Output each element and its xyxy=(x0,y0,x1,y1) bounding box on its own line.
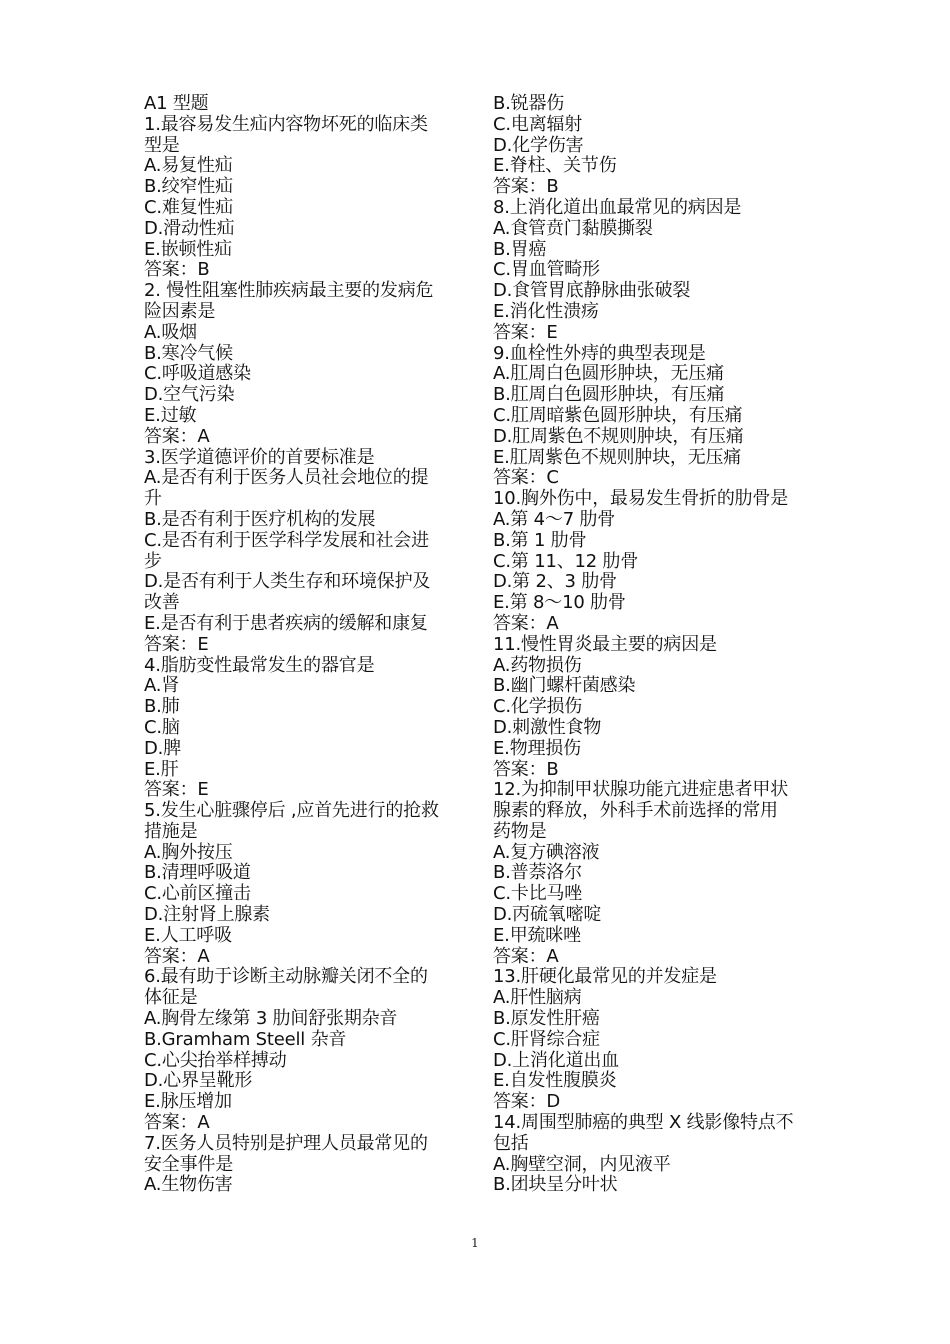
text-line: 9.血栓性外痔的典型表现是 xyxy=(493,342,706,364)
text-line: 答案：E xyxy=(493,321,558,343)
text-line: 答案：A xyxy=(144,945,210,967)
text-line: E.第 8～10 肋骨 xyxy=(493,592,626,614)
text-line: C.是否有利于医学科学发展和社会进 xyxy=(144,529,429,551)
text-line: C.心前区撞击 xyxy=(144,883,251,905)
text-line: E.自发性腹膜炎 xyxy=(493,1070,617,1092)
text-line: B.肺 xyxy=(144,696,180,718)
text-line: 答案：E xyxy=(144,633,209,655)
text-line: D.食管胃底静脉曲张破裂 xyxy=(493,280,691,302)
text-line: D.滑动性疝 xyxy=(144,217,235,239)
text-line: A.是否有利于医务人员社会地位的提 xyxy=(144,467,429,489)
text-line: 2. 慢性阻塞性肺疾病最主要的发病危 xyxy=(144,280,434,302)
text-line: 答案：A xyxy=(144,425,210,447)
text-line: B.锐器伤 xyxy=(493,93,565,114)
text-line: A.胸骨左缘第 3 肋间舒张期杂音 xyxy=(144,1008,398,1030)
text-line: 答案：A xyxy=(493,945,559,967)
text-line: A.生物伤害 xyxy=(144,1174,233,1196)
text-line: C.呼吸道感染 xyxy=(144,363,251,385)
text-line: A.药物损伤 xyxy=(493,654,582,676)
text-line: B.Gramham Steell 杂音 xyxy=(144,1028,347,1050)
text-line: A.易复性疝 xyxy=(144,155,233,177)
text-line: D.丙硫氧嘧啶 xyxy=(493,904,602,926)
text-line: C.电离辐射 xyxy=(493,113,583,135)
text-line: A.肾 xyxy=(144,675,180,697)
text-line: E.人工呼吸 xyxy=(144,924,232,946)
text-line: A.肝性脑病 xyxy=(493,987,582,1009)
text-line: E.甲巯咪唑 xyxy=(493,924,581,946)
text-line: C.化学损伤 xyxy=(493,696,583,718)
text-line: B.原发性肝癌 xyxy=(493,1008,600,1030)
text-line: 7.医务人员特别是护理人员最常见的 xyxy=(144,1132,428,1154)
text-line: B.幽门螺杆菌感染 xyxy=(493,675,636,697)
text-line: A.第 4～7 肋骨 xyxy=(493,508,616,530)
text-line: 腺素的释放，外科手术前选择的常用 xyxy=(493,800,778,822)
text-line: 答案：E xyxy=(144,779,209,801)
text-line: E.物理损伤 xyxy=(493,737,581,759)
text-line: 改善 xyxy=(144,592,180,614)
text-line: A.复方碘溶液 xyxy=(493,841,600,863)
text-line: B.团块呈分叶状 xyxy=(493,1174,618,1196)
text-line: 答案：B xyxy=(493,758,559,780)
page-number: 1 xyxy=(471,1236,479,1250)
text-line: B.胃癌 xyxy=(493,238,547,260)
text-line: D.空气污染 xyxy=(144,384,235,406)
text-line: D.脾 xyxy=(144,737,181,759)
text-line: 升 xyxy=(144,488,162,510)
text-line: 答案：A xyxy=(493,612,559,634)
text-line: D.上消化道出血 xyxy=(493,1049,619,1071)
text-line: A1 型题 xyxy=(144,93,209,114)
text-line: C.胃血管畸形 xyxy=(493,259,600,281)
right-column xyxy=(493,94,815,1196)
text-line: E.脉压增加 xyxy=(144,1091,232,1113)
text-line: 10.胸外伤中，最易发生骨折的肋骨是 xyxy=(493,488,789,510)
text-line: 11.慢性胃炎最主要的病因是 xyxy=(493,633,717,655)
text-line: E.脊柱、关节伤 xyxy=(493,155,617,177)
text-line: B.是否有利于医疗机构的发展 xyxy=(144,508,376,530)
text-line: D.心界呈靴形 xyxy=(144,1070,253,1092)
text-line: 险因素是 xyxy=(144,300,216,322)
text-line: C.第 11、12 肋骨 xyxy=(493,550,639,572)
text-line: B.清理呼吸道 xyxy=(144,862,251,884)
text-line: 8.上消化道出血最常见的病因是 xyxy=(493,196,742,218)
text-line: E.消化性溃疡 xyxy=(493,300,599,322)
text-line: D.注射肾上腺素 xyxy=(144,904,270,926)
text-line: C.难复性疝 xyxy=(144,196,234,218)
text-line: 答案：C xyxy=(493,467,559,489)
text-line: D.化学伤害 xyxy=(493,134,584,156)
text-line: 6.最有助于诊断主动脉瓣关闭不全的 xyxy=(144,966,428,988)
text-line: A.食管贲门黏膜撕裂 xyxy=(493,217,653,239)
text-line: C.心尖抬举样搏动 xyxy=(144,1049,287,1071)
text-line: C.脑 xyxy=(144,716,180,738)
text-line: 答案：D xyxy=(493,1091,561,1113)
text-line: 答案：B xyxy=(144,259,210,281)
left-column xyxy=(144,94,466,1196)
text-line: E.肛周紫色不规则肿块，无压痛 xyxy=(493,446,742,468)
text-line: 安全事件是 xyxy=(144,1153,233,1175)
text-line: 14.周围型肺癌的典型 X 线影像特点不 xyxy=(493,1112,794,1134)
text-line: 步 xyxy=(144,550,162,572)
text-line: E.嵌顿性疝 xyxy=(144,238,232,260)
text-line: A.胸外按压 xyxy=(144,841,233,863)
text-line: D.刺激性食物 xyxy=(493,716,602,738)
text-line: 5.发生心脏骤停后 ,应首先进行的抢救 xyxy=(144,800,439,822)
text-line: A.吸烟 xyxy=(144,321,197,343)
text-line: 1.最容易发生疝内容物坏死的临床类 xyxy=(144,113,428,135)
text-line: C.肝肾综合症 xyxy=(493,1028,600,1050)
text-line: 12.为抑制甲状腺功能亢进症患者甲状 xyxy=(493,779,789,801)
text-line: C.肛周暗紫色圆形肿块，有压痛 xyxy=(493,404,743,426)
text-line: E.过敏 xyxy=(144,404,197,426)
text-line: 答案：B xyxy=(493,176,559,198)
text-line: B.寒冷气候 xyxy=(144,342,233,364)
text-line: B.第 1 肋骨 xyxy=(493,529,587,551)
text-line: D.肛周紫色不规则肿块，有压痛 xyxy=(493,425,744,447)
text-line: A.胸壁空洞，内见液平 xyxy=(493,1153,671,1175)
text-line: C.卡比马唑 xyxy=(493,883,583,905)
text-line: B.普萘洛尔 xyxy=(493,862,582,884)
text-line: 13.肝硬化最常见的并发症是 xyxy=(493,966,717,988)
text-line: 药物是 xyxy=(493,820,547,842)
text-line: 4.脂肪变性最常发生的器官是 xyxy=(144,654,375,676)
text-line: 型是 xyxy=(144,134,180,156)
text-line: D.第 2、3 肋骨 xyxy=(493,571,617,593)
text-line: 包括 xyxy=(493,1132,529,1154)
text-line: 答案：A xyxy=(144,1112,210,1134)
text-line: 体征是 xyxy=(144,987,198,1009)
text-line: 措施是 xyxy=(144,820,198,842)
text-line: D.是否有利于人类生存和环境保护及 xyxy=(144,571,431,593)
text-line: B.肛周白色圆形肿块，有压痛 xyxy=(493,384,725,406)
text-line: B.绞窄性疝 xyxy=(144,176,233,198)
text-line: 3.医学道德评价的首要标准是 xyxy=(144,446,375,468)
text-line: E.肝 xyxy=(144,758,179,780)
text-line: A.肛周白色圆形肿块，无压痛 xyxy=(493,363,724,385)
text-line: E.是否有利于患者疾病的缓解和康复 xyxy=(144,612,428,634)
